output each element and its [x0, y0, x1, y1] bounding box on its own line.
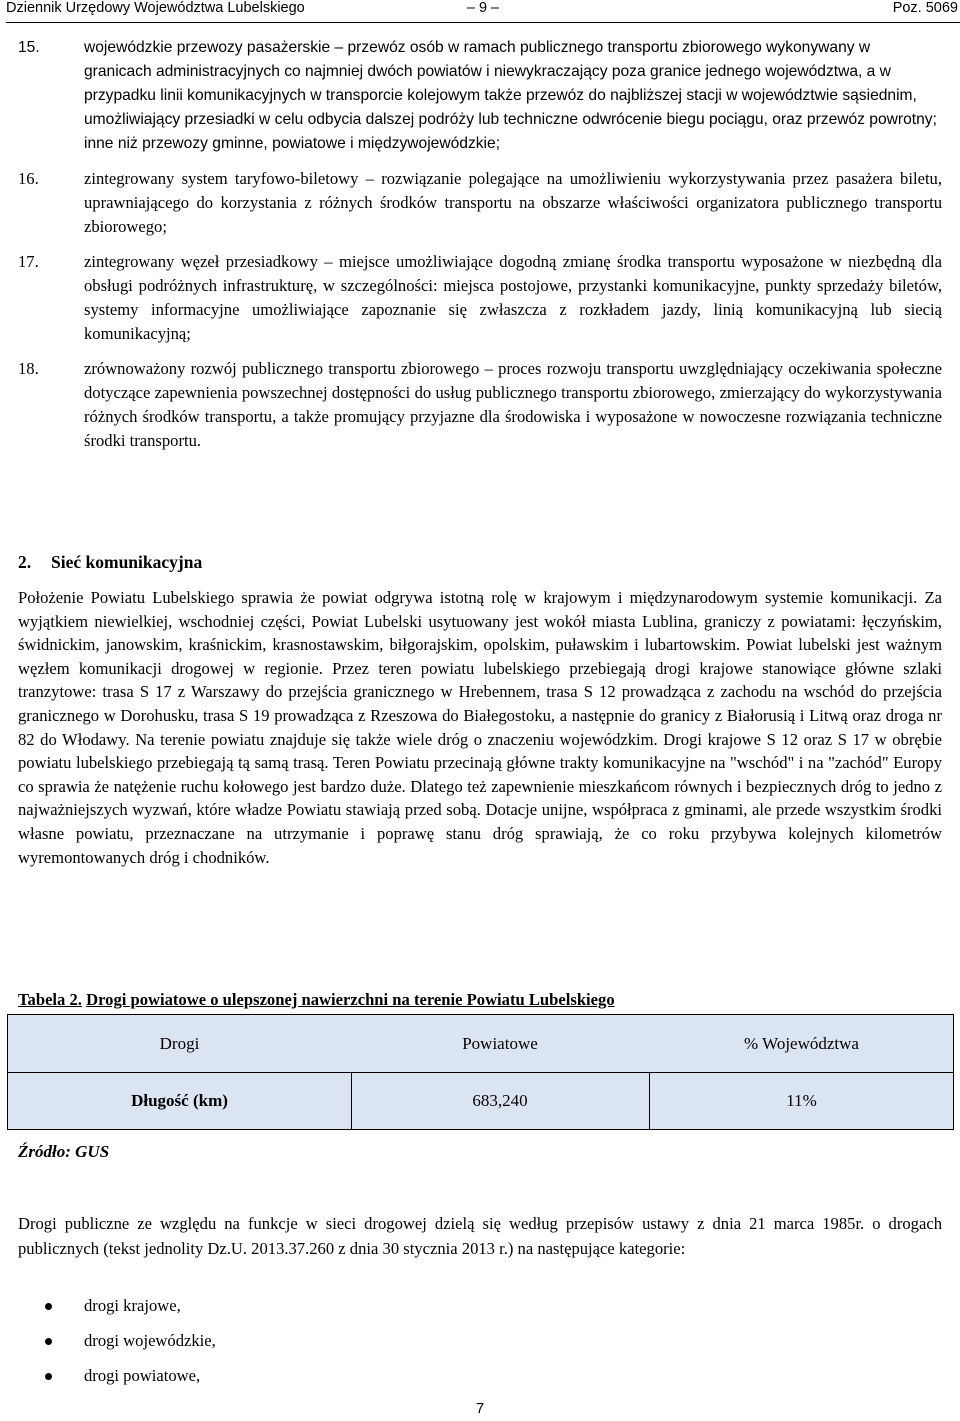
list-item-text: drogi wojewódzkie,	[84, 1331, 216, 1350]
table-header-cell: Powiatowe	[462, 1033, 538, 1053]
definition-item	[18, 167, 942, 239]
page-header	[6, 0, 960, 23]
bullet-icon	[45, 1338, 52, 1345]
definition-item	[18, 36, 942, 156]
definitions-list	[18, 36, 942, 464]
definition-text: zrównoważony rozwój publicznego transportu zbiorowego – proces rozwoju transportu uwzględniający oczekiwania społeczne dotyczące zapewnienia powszechnej dostępności do usług publicznego transportu zbiorowego, zmierzający do wykorzystywania różnych środków transportu, a także promujący przyjazne dla środowiska i wyposażone w nowoczesne rozwiązania techniczne środki transportu.	[84, 359, 942, 450]
definition-text: wojewódzkie przewozy pasażerskie – przewóz osób w ramach publicznego transportu zbiorowego wykonywany w granicach administracyjnych co najmniej dwóch powiatów i niewykraczający poza granice jednego województwa, a w przypadku linii komunikacyjnych w transporcie kolejowym także przewóz do najbliższej stacji w województwie sąsiednim, umożliwiający przesiadki w celu odbycia dalszej podróży lub techniczne odwrócenie biegu pociągu, oraz przewóz powrotny; inne niż przewozy gminne, powiatowe i międzywojewódzkie;	[84, 39, 937, 152]
table-row-label: Długość (km)	[131, 1090, 228, 1110]
definition-number: 17.	[18, 252, 39, 271]
definition-number: 15.	[18, 39, 40, 56]
list-item	[18, 1364, 216, 1399]
list-item	[18, 1329, 216, 1364]
section-paragraph: Położenie Powiatu Lubelskiego sprawia że powiat odgrywa istotną rolę w krajowym i międzynarodowym systemie komunikacji. Za wyjątkiem niewielkiej, wschodniej części, Powiat Lubelski usytuowany jest wokół miasta Lublina, graniczy z powiatami: łęczyńskim, świdnickim, janowskim, kraśnickim, krasnostawskim, biłgorajskim, opolskim, puławskim i lubartowskim. Powiat lubelski jest ważnym węzłem komunikacji drogowej w regionie. Przez teren powiatu lubelskiego przebiegają drogi krajowe stanowiące główne szlaki tranzytowe: trasa S 17 z Warszawy do przejścia granicznego w Hrebennem, trasa S 12 prowadząca z zachodu na wschód do przejścia granicznego w Dorohusku, trasa S 19 prowadząca z Rzeszowa do Białegostoku, a następnie do granicy z Białorusią i Litwą oraz droga nr 82 do Włodawy. Na terenie powiatu znajduje się także wiele dróg o znaczeniu wojewódzkim. Drogi krajowe S 12 oraz S 17 w obrębie powiatu lubelskiego przebiegają tą samą trasą. Teren Powiatu przecinają główne trakty komunikacyjne na "wschód" i na "zachód" Europy co sprawia że natężenie ruchu kołowego jest bardzo duże. Dlatego też zapewnienie mieszkańcom równych i bezpiecznych dróg to jedno z najważniejszych wyzwań, które władze Powiatu stawiają przed sobą. Dotacje unijne, współpraca z gminami, ale przede wszystkim środki własne powiatu, przeznaczane na utrzymanie i poprawę stanu dróg sprawiają, że co roku przybywa kolejnych kilometrów wyremontowanych dróg i chodników.	[18, 588, 942, 867]
categories-intro: Drogi publiczne ze względu na funkcje w sieci drogowej dzielą się według przepisów ustawy z dnia 21 marca 1985r. o drogach publicznych (tekst jednolity Dz.U. 2013.37.260 z dnia 30 stycznia 2013 r.) na następujące kategorie:	[18, 1214, 942, 1258]
definition-text: zintegrowany system taryfowo-biletowy – rozwiązanie polegające na umożliwieniu wykorzystywania przez pasażera biletu, uprawniającego do korzystania z różnych środków transportu na obszarze właściwości organizatora publicznego transportu zbiorowego;	[84, 169, 942, 236]
definition-text: zintegrowany węzeł przesiadkowy – miejsce umożliwiające dogodną zmianę środka transportu wyposażone w niezbędną dla obsługi podróżnych infrastrukturę, w szczególności: miejsca postojowe, przystanki komunikacyjne, punkty sprzedaży biletów, systemy informacyjne umożliwiające zapoznanie się zwłaszcza z rozkładem jazdy, linią komunikacyjną lub siecią komunikacyjną;	[84, 252, 942, 343]
journal-title: Dziennik Urzędowy Województwa Lubelskiego	[6, 0, 305, 16]
bullet-icon	[45, 1303, 52, 1310]
list-item-text: drogi powiatowe,	[84, 1366, 201, 1385]
header-position: Poz. 5069	[892, 0, 958, 16]
definition-number: 18.	[18, 359, 39, 378]
roads-table	[7, 1014, 954, 1130]
table-caption	[18, 990, 615, 1010]
bullet-icon	[45, 1373, 52, 1380]
road-categories-list	[18, 1294, 216, 1399]
section-heading	[18, 552, 202, 573]
section-title: Sieć komunikacyjna	[51, 552, 203, 572]
list-item-text: drogi krajowe,	[84, 1296, 181, 1315]
definition-number: 16.	[18, 169, 39, 188]
table-header-cell: % Województwa	[744, 1033, 859, 1053]
list-item	[18, 1294, 216, 1329]
table-cell: 683,240	[472, 1090, 528, 1110]
header-page-number: – 9 –	[466, 0, 500, 16]
table-header-cell: Drogi	[159, 1033, 200, 1053]
section-number: 2.	[18, 552, 32, 572]
table-source: Źródło: GUS	[18, 1142, 110, 1161]
table-title: Drogi powiatowe o ulepszonej nawierzchni na terenie Powiatu Lubelskiego	[86, 990, 615, 1009]
definition-item	[18, 357, 942, 453]
table-label: Tabela 2.	[18, 990, 82, 1009]
table-cell: 11%	[786, 1090, 817, 1110]
footer-page-number: 7	[475, 1400, 485, 1417]
definition-item	[18, 250, 942, 346]
